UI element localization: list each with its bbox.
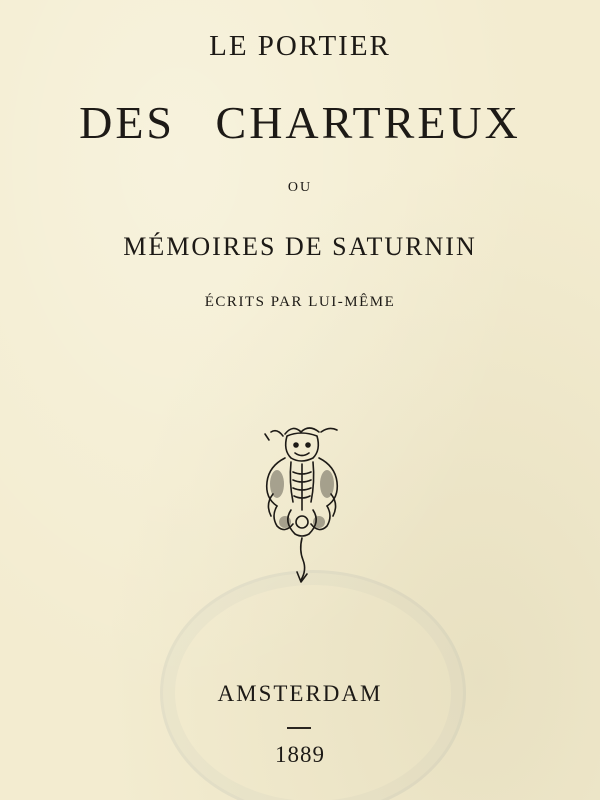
- subtitle: MÉMOIRES DE SATURNIN: [123, 232, 477, 261]
- imprint-rule: [287, 727, 311, 729]
- title-line-2: DES CHARTREUX: [79, 97, 521, 148]
- grotesque-devil-ornament-icon: [255, 418, 345, 586]
- title-line-1: LE PORTIER: [209, 30, 391, 62]
- imprint-year: 1889: [275, 742, 325, 767]
- imprint-place: AMSTERDAM: [217, 681, 383, 706]
- byline: ÉCRITS PAR LUI-MÊME: [204, 294, 396, 310]
- title-conjunction: OU: [287, 180, 313, 195]
